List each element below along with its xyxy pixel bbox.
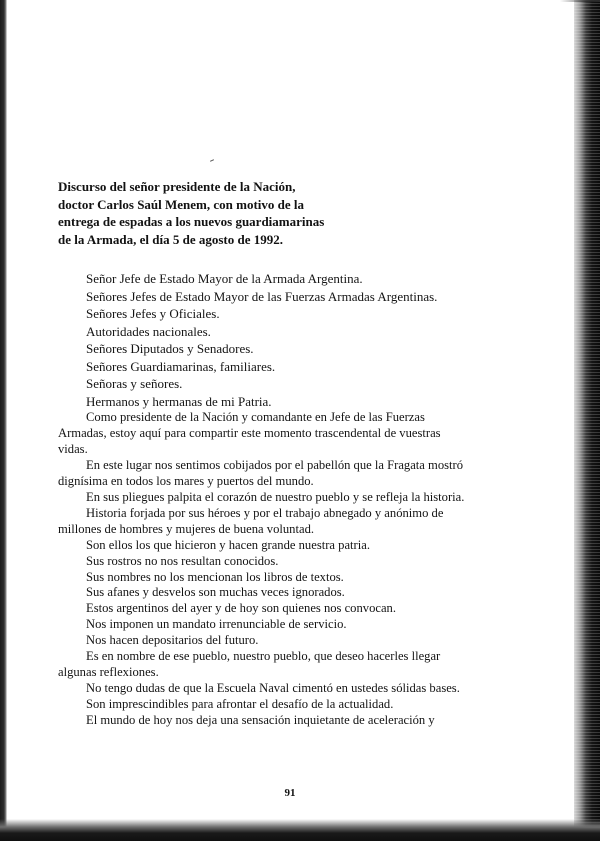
salutation-line: Señores Jefes y Oficiales. [86,306,220,321]
salutation-line: Señores Diputados y Senadores. [86,341,254,356]
body-paragraph: Es en nombre de ese pueblo, nuestro pueblo, que deseo hacerles llegar algunas reflexiones. [58,649,441,680]
body-paragraph: Son ellos los que hicieron y hacen grande nuestra patria. [86,537,370,552]
body-paragraph: En sus pliegues palpita el corazón de nuestro pueblo y se refleja la historia. [86,489,465,504]
salutation-line: Señor Jefe de Estado Mayor de la Armada Argentina. [86,271,363,286]
body-paragraph: Sus rostros no nos resultan conocidos. [86,553,279,568]
body-paragraph: Sus nombres no los mencionan los libros de textos. [86,569,344,584]
page-number: 91 [284,787,296,799]
scan-top-edge [0,0,600,2]
body-paragraph: Sus afanes y desvelos son muchas veces ignorados. [86,585,345,600]
scan-speck [210,159,214,162]
body-paragraph: Nos hacen depositarios del futuro. [86,633,259,648]
scan-bottom-edge [0,819,600,841]
salutation-line: Señores Jefes de Estado Mayor de las Fuerzas Armadas Argentinas. [86,288,438,304]
speech-body [58,410,468,729]
salutation-line: Señores Guardiamarinas, familiares. [86,358,276,374]
salutation-list [86,270,437,410]
body-paragraph: Historia forjada por sus héroes y por el trabajo abnegado y anónimo de millones de hombres y mujeres de buena voluntad. [58,505,444,536]
body-paragraph: El mundo de hoy nos deja una sensación inquietante de aceleración y [86,713,435,728]
body-paragraph: Son imprescindibles para afrontar el desafío de la actualidad. [86,697,394,712]
body-paragraph: Estos argentinos del ayer y de hoy son quienes nos convocan. [86,601,396,616]
body-paragraph: En este lugar nos sentimos cobijados por el pabellón que la Fragata mostró dignísima en todos los mares y puertos del mundo. [58,457,464,488]
salutation-line: Señoras y señores. [86,376,183,391]
scan-right-edge [574,0,600,841]
salutation-line: Autoridades nacionales. [86,323,211,339]
body-paragraph: Como presidente de la Nación y comandante en Jefe de las Fuerzas Armadas, estoy aquí para compartir este momento trascendental de vuestras vidas. [58,410,441,456]
body-paragraph: No tengo dudas de que la Escuela Naval cimentó en ustedes sólidas bases. [86,681,460,696]
salutation-line: Hermanos y hermanas de mi Patria. [86,393,272,409]
speech-title: Discurso del señor presidente de la Nación, doctor Carlos Saúl Menem, con motivo de la entrega de espadas a los nuevos guardiamarinas de la Armada, el día 5 de agosto de 1992. [58,179,325,247]
body-paragraph: Nos imponen un mandato irrenunciable de servicio. [86,617,347,632]
scan-left-edge [0,0,7,841]
